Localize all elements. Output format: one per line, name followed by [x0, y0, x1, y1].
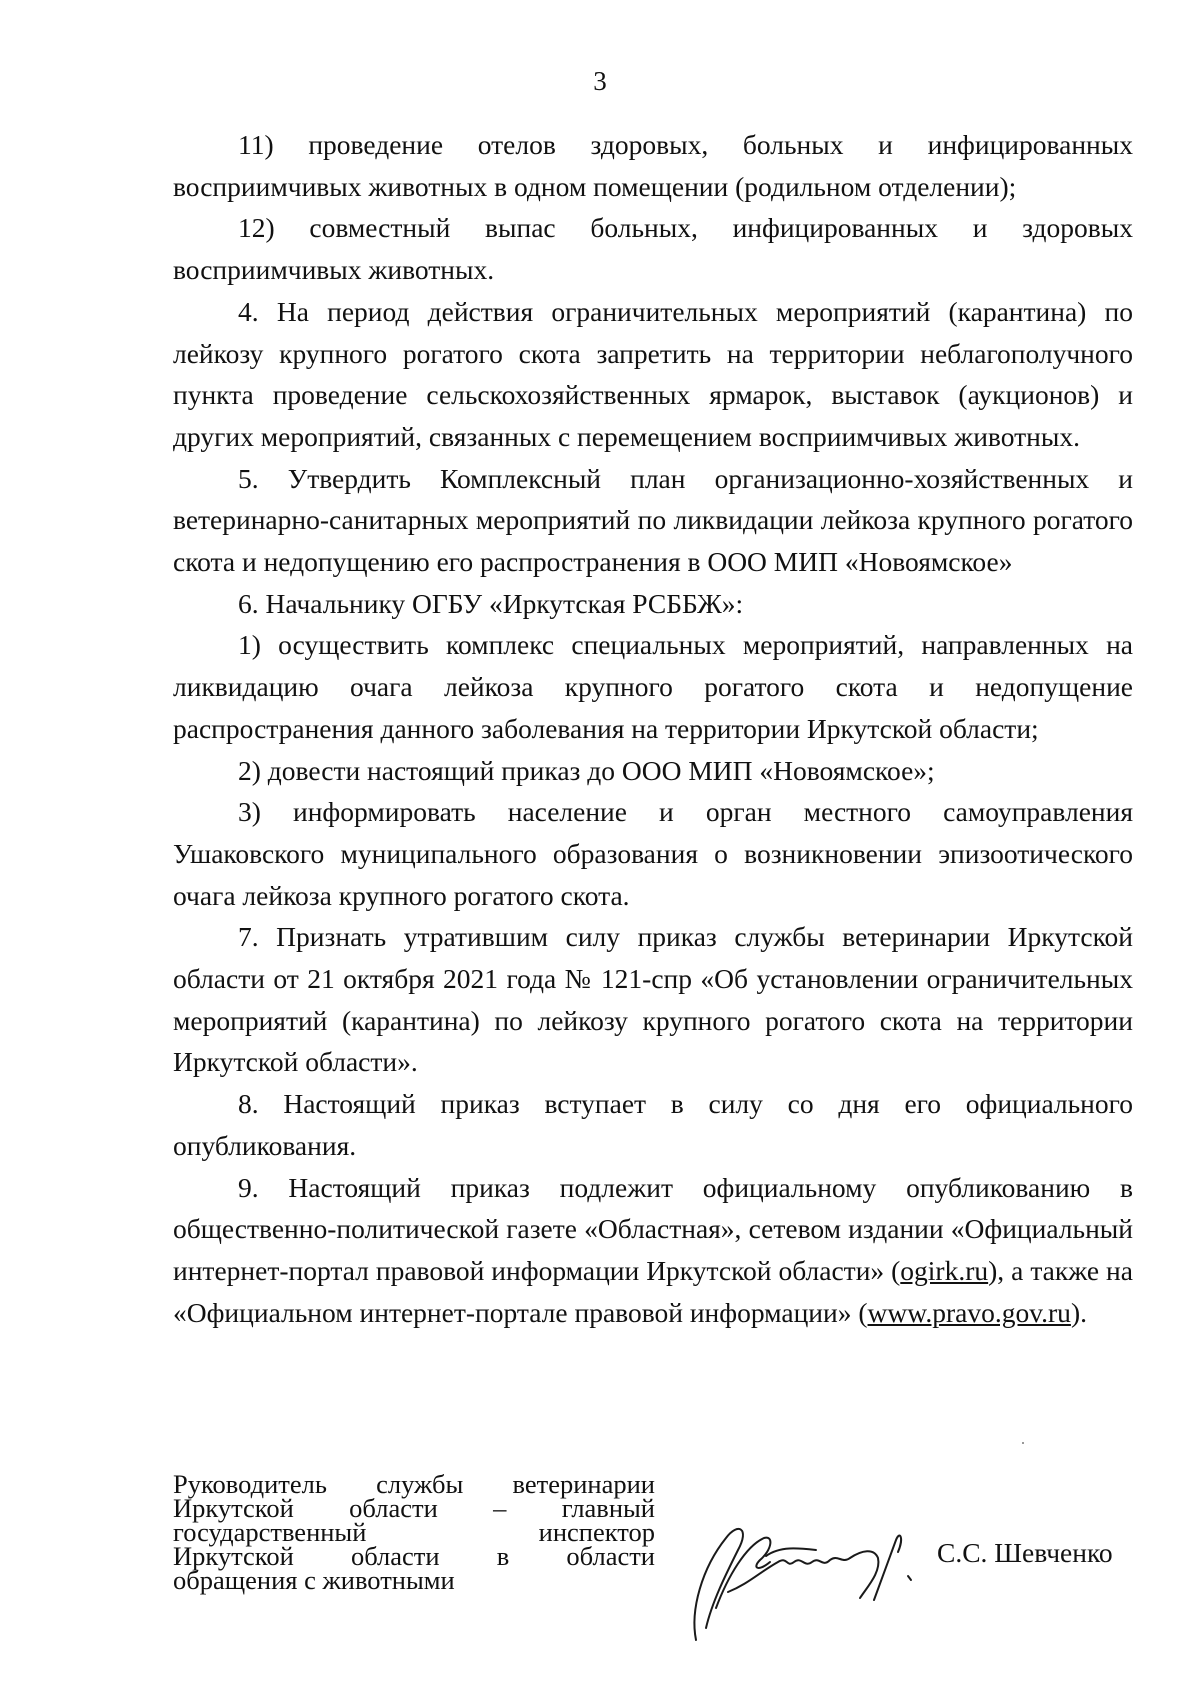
paragraph-5: 5. Утвердить Комплексный план организационно-хозяйственных и ветеринарно-санитарных мероприятий по ликвидации лейкоза крупного рогатого скота и недопущению его распространения в ООО МИП «Новоямское»	[173, 462, 1133, 578]
paragraph-4: 4. На период действия ограничительных мероприятий (карантина) по лейкозу крупного рогатого скота запретить на территории неблагополучного пункта проведение сельскохозяйственных ярмарок, выставок (аукционов) и других мероприятий, связанных с перемещением восприимчивых животных.	[173, 295, 1133, 452]
paragraph-6: 6. Начальнику ОГБУ «Иркутская РСББЖ»:	[238, 587, 744, 619]
paragraph-6-1: 1) осуществить комплекс специальных мероприятий, направленных на ликвидацию очага лейкоза крупного рогатого скота и недопущение распространения данного заболевания на территории Иркутской области;	[173, 629, 1133, 744]
signer-name: С.С. Шевченко	[937, 1537, 1113, 1568]
signer-position-line: государственный инспектор	[173, 1517, 655, 1547]
signer-position-line: Иркутской области – главный	[173, 1493, 655, 1523]
signer-position-line: обращения с животными	[173, 1565, 455, 1595]
scan-speck	[1022, 1442, 1024, 1444]
paragraph-9-text-before: 9. Настоящий приказ подлежит официальному опубликованию в общественно-политической газете «Областная», сетевом издании «Официальный интернет-портал правовой информации Иркутской области» (	[173, 1171, 1133, 1286]
paragraph-8: 8. Настоящий приказ вступает в силу со дня его официального опубликования.	[173, 1088, 1133, 1161]
paragraph-6-2: 2) довести настоящий приказ до ООО МИП «Новоямское»;	[238, 754, 935, 786]
signer-position	[173, 1469, 655, 1595]
handwritten-signature	[668, 1488, 923, 1648]
page-number: 3	[593, 66, 607, 96]
document-body	[173, 124, 1133, 1333]
pravo-gov-link[interactable]: www.pravo.gov.ru	[867, 1296, 1071, 1328]
paragraph-11: 11) проведение отелов здоровых, больных и инфицированных восприимчивых животных в одном помещении (родильном отделении);	[173, 129, 1133, 202]
paragraph-7: 7. Признать утратившим силу приказ службы ветеринарии Иркутской области от 21 октября 2021 года № 121-спр «Об установлении ограничительных мероприятий (карантина) по лейкозу крупного рогатого скота на территории Иркутской области».	[173, 921, 1133, 1078]
paragraph-9	[173, 1167, 1133, 1334]
paragraph-9-text-after: ).	[1070, 1296, 1087, 1328]
paragraph-6-3: 3) информировать население и орган местного самоуправления Ушаковского муниципального образования о возникновении эпизоотического очага лейкоза крупного рогатого скота.	[173, 796, 1133, 911]
paragraph-9-text-middle: ), а также на «Официальном интернет-портале правовой информации» (	[173, 1254, 1133, 1328]
paragraph-12: 12) совместный выпас больных, инфицированных и здоровых восприимчивых животных.	[173, 212, 1133, 286]
ogirk-link[interactable]: ogirk.ru	[900, 1254, 989, 1286]
signer-position-line: Иркутской области в области	[173, 1541, 655, 1571]
signer-position-line: Руководитель службы ветеринарии	[173, 1469, 655, 1499]
